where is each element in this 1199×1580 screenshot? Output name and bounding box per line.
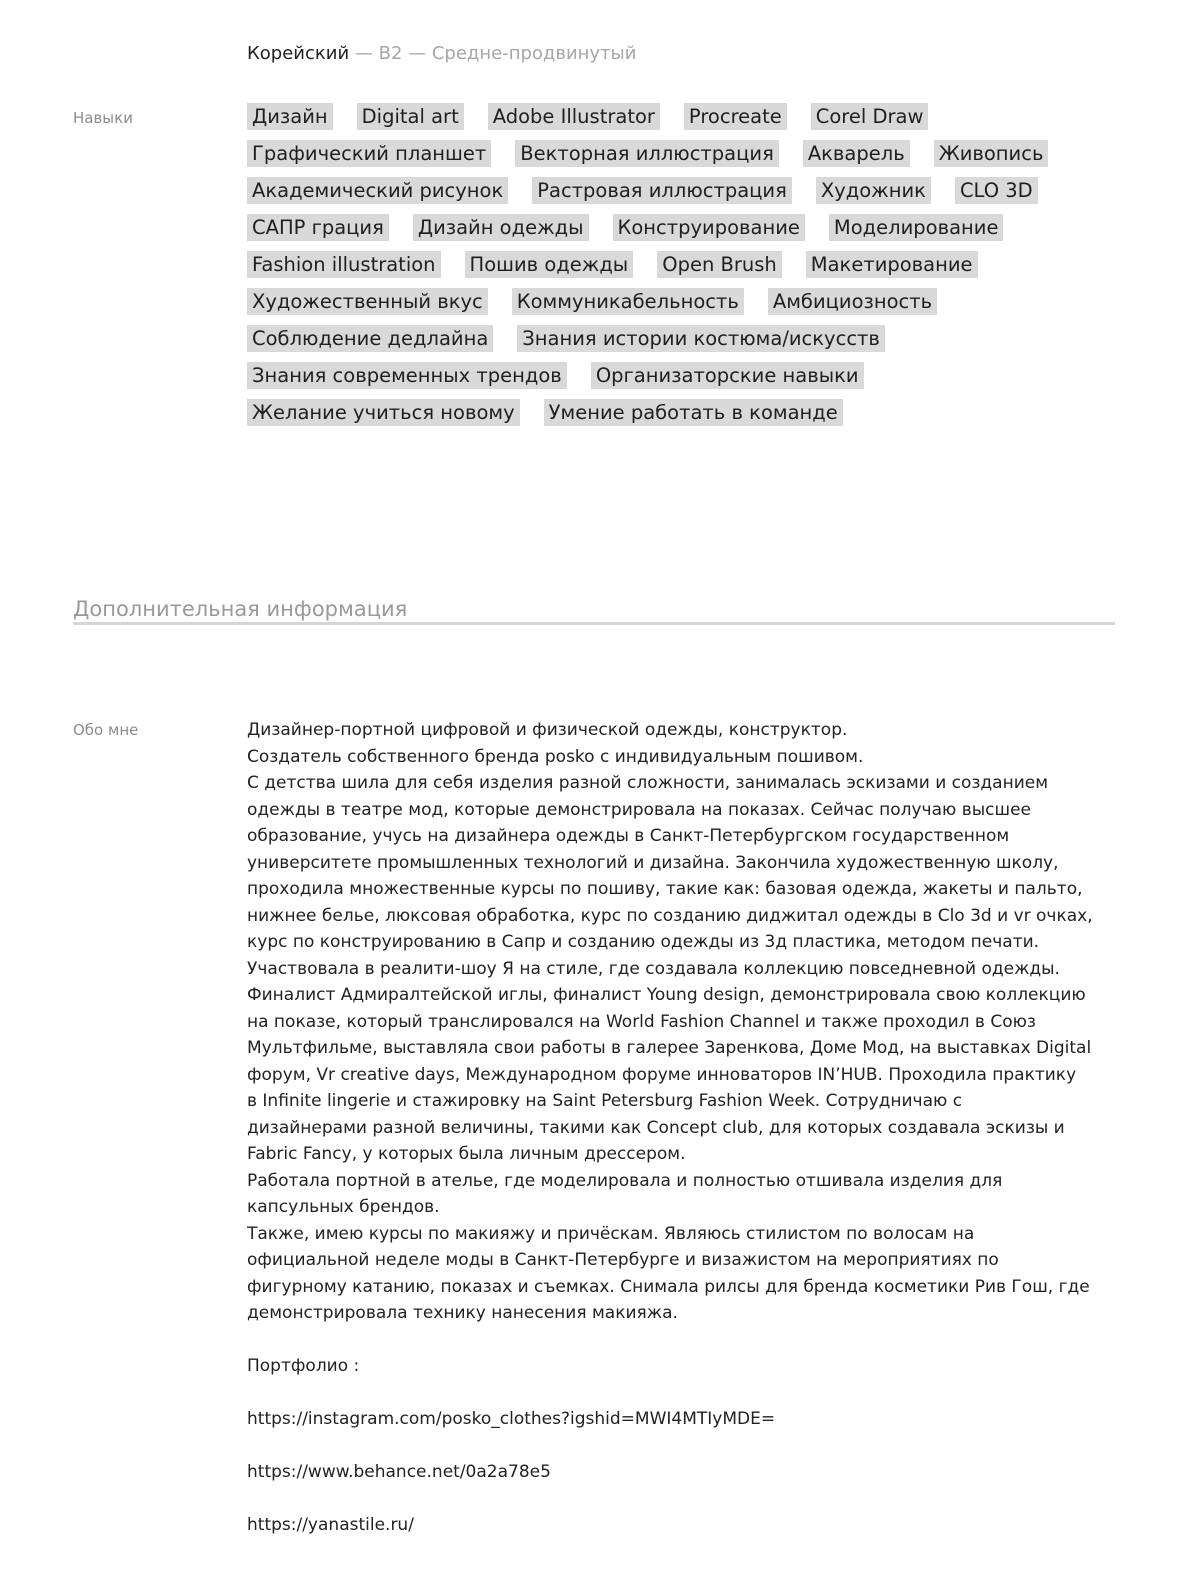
portfolio-label: Портфолио : xyxy=(247,1356,360,1376)
spacer xyxy=(247,1327,1107,1354)
skill-tag: Живопись xyxy=(934,140,1049,167)
about-line: университете промышленных технологий и дизайна. Закончила художественную школу, xyxy=(247,852,1059,873)
portfolio-link[interactable]: https://yanastile.ru/ xyxy=(247,1515,414,1535)
skill-tag: Моделирование xyxy=(829,214,1004,241)
skill-tag: Open Brush xyxy=(657,251,782,278)
about-label: Обо мне xyxy=(73,721,139,739)
about-line: официальной неделе моды в Санкт-Петербурге и визажистом на мероприятиях по xyxy=(247,1250,999,1270)
skill-tag: Corel Draw xyxy=(811,103,929,130)
about-line: Дизайнер-портной цифровой и физической одежды, конструктор. xyxy=(247,720,848,740)
portfolio-link[interactable]: https://www.behance.net/0a2a78e5 xyxy=(247,1462,551,1482)
skill-tag: Умение работать в команде xyxy=(544,399,843,426)
skill-tag: Пошив одежды xyxy=(465,251,634,278)
portfolio-link[interactable]: https://instagram.com/posko_clothes?igshid=MWI4MTIyMDE= xyxy=(247,1409,776,1429)
skill-tag: Дизайн xyxy=(247,103,333,130)
about-line: форум, Vr creative days, Международном форуме инноваторов IN’HUB. Проходила практику xyxy=(247,1064,1077,1085)
skill-tag: Дизайн одежды xyxy=(413,214,589,241)
skill-tag: Procreate xyxy=(684,103,787,130)
skill-tag: Художественный вкус xyxy=(247,288,488,315)
about-line: образование, учусь на дизайнера одежды в Санкт-Петербургском государственном xyxy=(247,826,1010,846)
skill-tag: Fashion illustration xyxy=(247,251,441,278)
about-line: Создатель собственного бренда posko с индивидуальным пошивом. xyxy=(247,746,864,767)
skill-tag: Акварель xyxy=(803,140,910,167)
about-line: Fabric Fancy, у которых была личным дрессером. xyxy=(247,1144,686,1164)
skill-tag: Соблюдение дедлайна xyxy=(247,325,493,352)
skill-tag: Digital art xyxy=(357,103,464,130)
about-line: Финалист Адмиралтейской иглы, финалист Young design, демонстрировала свою коллекцию xyxy=(247,985,1086,1005)
skills-list xyxy=(247,103,1127,426)
skill-tag: Графический планшет xyxy=(247,140,491,167)
language-entry xyxy=(247,42,636,66)
skill-tag: Векторная иллюстрация xyxy=(515,140,779,167)
about-line: одежды в театре мод, которые демонстрировала на показах. Сейчас получаю высшее xyxy=(247,799,1031,820)
skills-label: Навыки xyxy=(73,109,133,127)
section-title-additional: Дополнительная информация xyxy=(73,597,408,621)
about-line: капсульных брендов. xyxy=(247,1197,440,1217)
language-name: Корейский xyxy=(247,43,350,64)
skill-tag: Макетирование xyxy=(806,251,978,278)
skill-tag: Коммуникабельность xyxy=(512,288,744,315)
skill-tag: Конструирование xyxy=(613,214,805,241)
skill-tag: Художник xyxy=(816,177,931,204)
skill-tag: Растровая иллюстрация xyxy=(532,177,792,204)
about-line: демонстрировала технику нанесения макияжа. xyxy=(247,1303,678,1323)
skill-tag: Организаторские навыки xyxy=(591,362,864,389)
about-line: проходила множественные курсы по пошиву, такие как: базовая одежда, жакеты и пальто, xyxy=(247,879,1083,899)
section-divider xyxy=(73,622,1115,625)
skill-tag: Adobe Illustrator xyxy=(488,103,660,130)
about-line: Мультфильме, выставляла свои работы в галерее Заренкова, Доме Мод, на выставках Digital xyxy=(247,1038,1092,1058)
skill-tag: Знания современных трендов xyxy=(247,362,567,389)
about-line: фигурному катанию, показах и съемках. Снимала рилсы для бренда косметики Рив Гош, где xyxy=(247,1276,1090,1297)
about-line: на показе, который транслировался на World Fashion Channel и также проходил в Союз xyxy=(247,1011,1036,1032)
about-line: Участвовала в реалити-шоу Я на стиле, где создавала коллекцию повседневной одежды. xyxy=(247,958,1060,979)
skill-tag: Академический рисунок xyxy=(247,177,508,204)
skill-tag: CLO 3D xyxy=(955,177,1038,204)
about-line: Также, имею курсы по макияжу и причёскам. Являюсь стилистом по волосам на xyxy=(247,1223,975,1244)
about-line: курс по конструированию в Сапр и созданию одежды из 3д пластика, методом печати. xyxy=(247,932,1040,952)
skill-tag: САПР грация xyxy=(247,214,389,241)
about-line: нижнее белье, люксовая обработка, курс по созданию диджитал одежды в Clo 3d и vr очках, xyxy=(247,905,1093,926)
spacer xyxy=(247,1380,1107,1407)
about-line: Работала портной в ателье, где моделировала и полностью отшивала изделия для xyxy=(247,1170,1003,1191)
about-line: С детства шила для себя изделия разной сложности, занималась эскизами и созданием xyxy=(247,773,1049,793)
skill-tag: Знания истории костюма/искусств xyxy=(517,325,885,352)
skill-tag: Желание учиться новому xyxy=(247,399,520,426)
language-level: — B2 — Средне-продвинутый xyxy=(349,43,637,64)
about-line: в Infinite lingerie и стажировку на Saint Petersburg Fashion Week. Сотрудничаю с xyxy=(247,1091,963,1111)
about-text xyxy=(247,717,1107,1539)
spacer xyxy=(247,1486,1107,1513)
spacer xyxy=(247,1433,1107,1460)
skill-tag: Амбициозность xyxy=(768,288,937,315)
about-line: дизайнерами разной величины, такими как Concept club, для которых создавала эскизы и xyxy=(247,1117,1065,1138)
